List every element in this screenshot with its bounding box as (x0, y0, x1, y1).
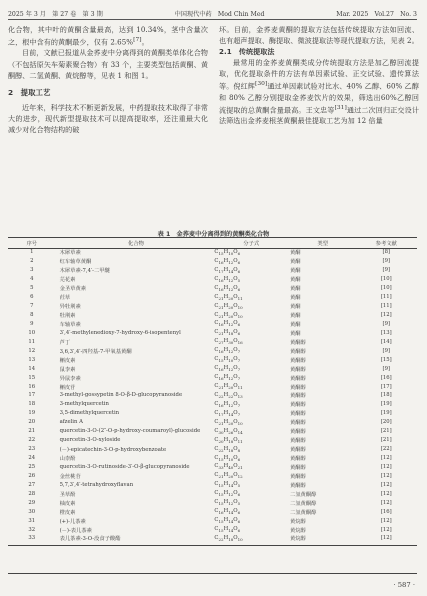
cell-compound: 山柰酚 (59, 456, 76, 463)
cell-compound: 圣草酚 (59, 491, 76, 498)
cell-reference: [22] (380, 446, 392, 453)
cell-type: 黄酮 (289, 321, 301, 328)
cell-reference: [21] (380, 428, 392, 435)
table-header-row (8, 237, 417, 248)
cell-no: 7 (30, 303, 34, 310)
cell-reference: [16] (380, 374, 392, 381)
cell-no: 22 (28, 437, 36, 444)
table-row (8, 454, 417, 463)
cell-compound: 异牡荆素 (59, 304, 81, 311)
cell-reference: [20] (380, 419, 392, 426)
cell-no: 29 (28, 499, 36, 506)
cell-type: 黄酮醇 (289, 384, 306, 391)
cell-type: 黄酮醇 (289, 473, 306, 480)
cell-type: 黄酮 (289, 286, 301, 293)
paragraph: 最常用的金荞麦黄酮类成分传统提取方法是加乙醇回流提取，优化提取条件的方法有单因素试验、正交试验、遗传算法等。倪红辉[30]通过单因素试验对比水、40% 乙醇、60% 乙醇和 80% 乙醇分别提取金荞麦饮片的效果，筛选出60%乙醇回流提取的总黄酮含量最高。王文忠等[31]通过二次回归正交设计法筛选出金荞麦根茎黄酮最佳提取工艺为加 12 倍量 (219, 58, 419, 126)
cell-type: 黄酮醇 (289, 375, 306, 382)
cell-compound: 3-methyl-gossypetin 8-O-β-D-glucopyranoside (59, 392, 183, 399)
cell-reference: [9] (382, 320, 391, 327)
table-row (8, 284, 417, 293)
cell-reference: [12] (380, 517, 392, 524)
cell-no: 16 (28, 383, 36, 390)
header-rule (8, 19, 417, 20)
col-header-no: 序号 (26, 240, 38, 247)
table-row (8, 275, 417, 284)
cell-type: 黄酮 (289, 259, 301, 266)
table-row (8, 534, 417, 543)
cell-reference: [15] (380, 356, 392, 363)
cell-no: 10 (28, 329, 36, 336)
table-row (8, 427, 417, 436)
cell-type: 黄酮醇 (289, 339, 306, 346)
cell-type: 黄酮醇 (289, 438, 306, 445)
cell-type: 黄烷醇 (289, 527, 306, 534)
cell-compound: 木犀草素-7,4′-二甲醚 (59, 268, 110, 275)
cell-reference: [12] (380, 463, 392, 470)
table-row (8, 445, 417, 454)
cell-type: 二氢黄酮醇 (289, 509, 317, 516)
paragraph: 化合物，其中叶的黄酮含量最高，达到 10.34%，茎中含量次之，根中含有的黄酮最少，仅有 2.65%[7]。 (8, 25, 208, 47)
col-header-reference: 参考文献 (375, 240, 397, 247)
cell-no: 4 (30, 276, 34, 283)
table-row (8, 248, 417, 257)
cell-no: 24 (28, 455, 36, 462)
cell-formula: $C_{16}H_{12}O_7$ (214, 365, 241, 373)
cell-type: 黄酮 (289, 268, 301, 275)
table-row (8, 525, 417, 534)
table-body (8, 248, 417, 543)
cell-formula: $C_{27}H_{30}O_{16}$ (214, 338, 243, 346)
paragraph: 坏。目前，金荞麦黄酮的提取方法包括传统提取方法如回流、也有超声提取、酶提取、微波提取法等现代提取方法，见表 2。 (219, 25, 419, 46)
cell-reference: [10] (380, 276, 392, 283)
cell-reference: [12] (380, 472, 392, 479)
table-title: 表 1 金荞麦中分离得到的黄酮类化合物 (157, 231, 270, 238)
left-text-column (8, 24, 208, 135)
cell-compound: 表儿茶素-3-O-没食子酸酯 (59, 536, 121, 543)
cell-no: 17 (28, 392, 36, 399)
cell-no: 5 (30, 285, 34, 292)
cell-compound: 3,5-dimethylquercetin (59, 410, 120, 417)
cell-reference: [12] (380, 535, 392, 542)
cell-type: 黄酮醇 (289, 420, 306, 427)
running-header (8, 6, 417, 18)
cell-no: 21 (28, 428, 36, 435)
table-row (8, 409, 417, 418)
cell-compound: 3′,4′-methylenedioxy-7-hydroxy-6-isopentenyl (59, 329, 181, 336)
cell-reference: [19] (380, 410, 392, 417)
cell-no: 14 (28, 365, 36, 372)
table-bottom-rule (8, 545, 417, 546)
cell-formula: $C_{33}H_{40}O_{21}$ (214, 463, 243, 471)
citation: [7] (133, 37, 142, 44)
table-row (8, 507, 417, 516)
cell-compound: 红车轴草黄酮 (59, 259, 92, 266)
table-row (8, 320, 417, 329)
cell-formula: $C_{16}H_{12}O_7$ (214, 374, 241, 382)
table-row (8, 355, 417, 364)
header-issue-en: Mar. 2025 Vol.27 No. 3 (336, 11, 417, 18)
cell-no: 19 (28, 410, 36, 417)
cell-type: 黄酮 (289, 295, 301, 302)
table-row (8, 382, 417, 391)
cell-reference: [12] (380, 499, 392, 506)
cell-formula: $C_{21}H_{20}O_{11}$ (214, 383, 243, 391)
cell-type: 黄酮 (289, 330, 301, 337)
cell-no: 6 (30, 294, 34, 301)
table-row (8, 373, 417, 382)
citation: [31] (334, 104, 347, 111)
cell-type: 黄酮醇 (289, 447, 306, 454)
cell-formula: $C_{15}H_{10}O_6$ (214, 454, 241, 462)
compound-table (8, 237, 417, 543)
cell-type: 黄酮醇 (289, 393, 306, 400)
cell-type: 黄酮 (289, 313, 301, 320)
cell-compound: (－)-表儿茶素 (59, 527, 92, 534)
cell-reference: [12] (380, 490, 392, 497)
cell-type: 黄酮醇 (289, 366, 306, 373)
cell-reference: [21] (380, 437, 392, 444)
cell-compound: 车轴草素 (59, 321, 81, 328)
footer-rule (8, 573, 417, 574)
cell-no: 26 (28, 472, 36, 479)
cell-no: 27 (28, 481, 36, 488)
cell-formula: $C_{21}H_{20}O_{10}$ (214, 302, 243, 310)
cell-formula: $C_{21}H_{20}O_{10}$ (214, 418, 243, 426)
cell-no: 20 (28, 419, 36, 426)
cell-formula: $C_{16}H_{12}O_6$ (214, 320, 241, 328)
cell-formula: $C_{15}H_{12}O_6$ (214, 490, 241, 498)
cell-no: 2 (30, 258, 34, 265)
cell-reference: [12] (380, 526, 392, 533)
cell-no: 25 (28, 463, 36, 470)
cell-no: 12 (28, 347, 36, 354)
cell-no: 30 (28, 508, 36, 515)
cell-formula: $C_{21}H_{20}O_{11}$ (214, 293, 243, 301)
cell-reference: [9] (382, 347, 391, 354)
cell-formula: $C_{21}H_{20}O_{10}$ (214, 311, 243, 319)
table-row (8, 418, 417, 427)
cell-reference: [18] (380, 392, 392, 399)
cell-reference: [9] (382, 365, 391, 372)
cell-formula: $C_{15}H_{14}O_6$ (214, 526, 241, 534)
cell-compound: 金圣草黄素 (59, 286, 87, 293)
cell-compound: 木犀草素 (59, 250, 81, 257)
cell-formula: $C_{15}H_{12}O_5$ (214, 499, 241, 507)
cell-compound: quercetin-3-O-(2″-O-p-hydroxy-coumaroyl)-glucoside (59, 428, 201, 435)
table-row (8, 266, 417, 275)
header-journal: 中国现代中药 Mod Chin Med (174, 11, 265, 18)
cell-formula: $C_{17}H_{14}O_7$ (214, 409, 241, 417)
col-header-formula: 分子式 (243, 240, 260, 247)
cell-compound: 牡荆素 (59, 313, 76, 320)
cell-compound: 异鼠李素 (59, 375, 81, 382)
table-row (8, 337, 417, 346)
cell-type: 黄烷醇 (289, 536, 306, 543)
table-row (8, 328, 417, 337)
cell-compound: 5,7,3′,4′-tetrahydroxyflavan (59, 481, 134, 488)
cell-type: 黄酮醇 (289, 429, 306, 436)
cell-type: 黄酮醇 (289, 464, 306, 471)
cell-formula: $C_{15}H_{14}O_5$ (214, 481, 241, 489)
cell-no: 3 (30, 267, 34, 274)
cell-formula: $C_{16}H_{12}O_7$ (214, 400, 241, 408)
cell-formula: $C_{16}H_{12}O_5$ (214, 275, 241, 283)
cell-type: 黄酮醇 (289, 456, 306, 463)
cell-no: 33 (28, 535, 36, 542)
cell-type: 黄酮醇 (289, 402, 306, 409)
cell-formula: $C_{16}H_{12}O_6$ (214, 257, 241, 265)
table-row (8, 471, 417, 480)
cell-formula: $C_{16}H_{12}O_6$ (214, 284, 241, 292)
table-row (8, 480, 417, 489)
col-header-compound: 化合物 (128, 240, 144, 247)
cell-formula: $C_{15}H_{14}O_6$ (214, 517, 241, 525)
cell-compound: 橙皮素 (59, 509, 76, 516)
cell-formula: $C_{30}H_{26}O_{14}$ (214, 427, 243, 435)
cell-type: 黄酮 (289, 277, 301, 284)
col-header-type: 类型 (317, 240, 329, 247)
cell-compound: 鼠李素 (59, 366, 76, 373)
table-row (8, 516, 417, 525)
table-row (8, 400, 417, 409)
cell-type: 二氢黄酮醇 (289, 491, 317, 498)
table-row (8, 436, 417, 445)
cell-reference: [9] (382, 258, 391, 265)
cell-type: 二氢黄酮醇 (289, 500, 317, 507)
cell-compound: 金丝桃苷 (59, 473, 81, 480)
paragraph: 近年来，科学技术不断更新发展，中药提取技术取得了非常大的进步，现代新型提取技术可以提高提取率，还注重最大化减少对化合物结构的破 (8, 102, 208, 134)
cell-compound: (－)-epicatechin-3-O-p-hydroxybenzoate (59, 447, 167, 454)
cell-no: 15 (28, 374, 36, 381)
cell-reference: [14] (380, 338, 392, 345)
cell-reference: [12] (380, 455, 392, 462)
cell-no: 11 (28, 338, 36, 345)
cell-formula: $C_{20}H_{18}O_{11}$ (214, 436, 243, 444)
cell-type: 黄烷醇 (289, 518, 306, 525)
table-row (8, 489, 417, 498)
cell-formula: $C_{16}H_{12}O_7$ (214, 347, 241, 355)
cell-reference: [13] (380, 329, 392, 336)
paragraph: 目前，文献已报道从金荞麦中分离得到的黄酮类单体化合物（不包括原矢车菊素聚合物）有 33 个，主要类型包括黄酮、黄酮醇、二氢黄酮、黄烷醇等，见表 1 和图 1。 (8, 48, 208, 80)
cell-type: 黄酮醇 (289, 482, 306, 489)
cell-reference: [11] (380, 303, 392, 310)
cell-no: 28 (28, 490, 36, 497)
cell-compound: (+)-儿茶素 (59, 518, 86, 525)
cell-compound: quercetin-3-O-rutinoside-3′-O-β-glucopyranoside (59, 463, 190, 470)
cell-reference: [19] (380, 401, 392, 408)
cell-compound: 芫花素 (59, 277, 76, 284)
cell-no: 31 (28, 517, 36, 524)
cell-no: 1 (30, 249, 34, 256)
cell-type: 黄酮 (289, 304, 301, 311)
header-issue: 2025 年 3 月 第 27 卷 第 3 期 (8, 11, 103, 18)
table-row (8, 311, 417, 320)
table-row (8, 346, 417, 355)
cell-no: 18 (28, 401, 36, 408)
cell-compound: 柚皮素 (59, 500, 76, 507)
cell-formula: $C_{21}H_{20}O_{12}$ (214, 472, 243, 480)
cell-compound: afzelin A (59, 419, 83, 426)
cell-reference: [12] (380, 481, 392, 488)
cell-formula: $C_{15}H_{10}O_6$ (214, 248, 241, 256)
cell-formula: $C_{21}H_{18}O_6$ (214, 329, 241, 337)
cell-formula: $C_{22}H_{18}O_8$ (214, 445, 241, 453)
cell-type: 黄酮醇 (289, 411, 306, 418)
table-row (8, 364, 417, 373)
cell-reference: [8] (382, 249, 391, 256)
cell-compound: 槲皮素 (59, 357, 76, 364)
table-row (8, 391, 417, 400)
cell-no: 9 (30, 320, 34, 327)
cell-compound: 槲皮苷 (59, 384, 76, 391)
cell-reference: [12] (380, 312, 392, 319)
cell-type: 黄酮醇 (289, 348, 306, 355)
page-number: · 587 · (393, 581, 415, 589)
citation: [30] (254, 81, 268, 88)
cell-compound: quercetin-3-O-xyloside (59, 437, 121, 444)
cell-formula: $C_{17}H_{14}O_6$ (214, 266, 241, 274)
cell-compound: 荭草 (59, 295, 71, 302)
cell-no: 8 (30, 312, 34, 319)
right-text-column (219, 24, 419, 126)
cell-type: 黄酮醇 (289, 357, 306, 364)
cell-reference: [9] (382, 267, 391, 274)
cell-type: 黄酮 (289, 250, 301, 257)
cell-formula: $C_{22}H_{18}O_{10}$ (214, 534, 243, 542)
cell-reference: [16] (380, 508, 392, 515)
cell-formula: $C_{15}H_{10}O_7$ (214, 356, 241, 364)
cell-no: 32 (28, 526, 36, 533)
cell-no: 23 (28, 446, 36, 453)
cell-compound: 芦丁 (59, 339, 71, 346)
table-row (8, 463, 417, 472)
cell-compound: 3-methylquercetin (59, 401, 109, 408)
cell-no: 13 (28, 356, 36, 363)
cell-formula: $C_{22}H_{22}O_{13}$ (214, 391, 243, 399)
cell-reference: [11] (380, 294, 392, 301)
table-row (8, 498, 417, 507)
cell-formula: $C_{16}H_{14}O_6$ (214, 508, 241, 516)
section-heading: 2 提取工艺 (8, 87, 51, 97)
table-row (8, 257, 417, 266)
table-row (8, 302, 417, 311)
subsection-heading: 2.1 传统提取法 (219, 47, 275, 57)
cell-reference: [17] (380, 383, 392, 390)
cell-compound: 3,6,3′,4′-四羟基-7-甲氧基黄酮 (59, 348, 132, 355)
table-row (8, 293, 417, 302)
cell-reference: [10] (380, 285, 392, 292)
